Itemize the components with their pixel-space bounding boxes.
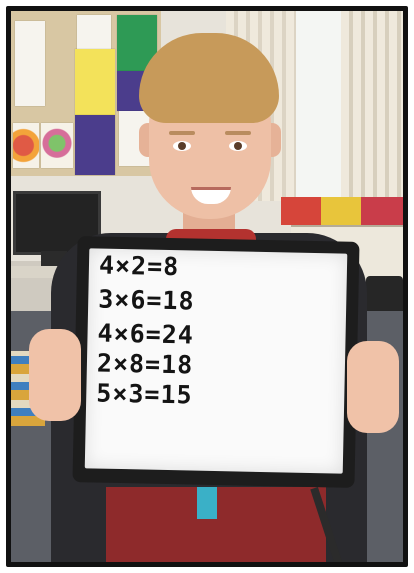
storage-tray <box>281 197 321 225</box>
notice-paper <box>15 21 45 106</box>
notice-paper-yellow <box>75 49 115 115</box>
child-artwork <box>41 123 73 168</box>
whiteboard <box>72 236 359 488</box>
boy-eyebrow <box>169 131 195 135</box>
storage-tray <box>361 197 403 225</box>
equation-5: 5×3=15 <box>96 378 193 410</box>
equation-3: 4×6=24 <box>97 318 195 350</box>
equation-4: 2×8=18 <box>96 348 194 380</box>
child-artwork <box>13 123 39 168</box>
equation-2: 3×6=18 <box>97 284 195 316</box>
whiteboard-surface <box>85 248 348 473</box>
lanyard <box>197 487 217 519</box>
boy-eye <box>173 141 191 151</box>
boy-eye <box>229 141 247 151</box>
boy-hand-right <box>347 341 399 433</box>
boy-eyebrow <box>225 131 251 135</box>
notice-paper-purple <box>75 115 115 175</box>
storage-tray <box>321 197 361 225</box>
curtain-right <box>341 11 403 211</box>
boy-hand-left <box>29 329 81 421</box>
classroom-photo <box>11 11 403 562</box>
equation-1: 4×2=8 <box>98 250 180 282</box>
notice-paper <box>77 15 111 51</box>
